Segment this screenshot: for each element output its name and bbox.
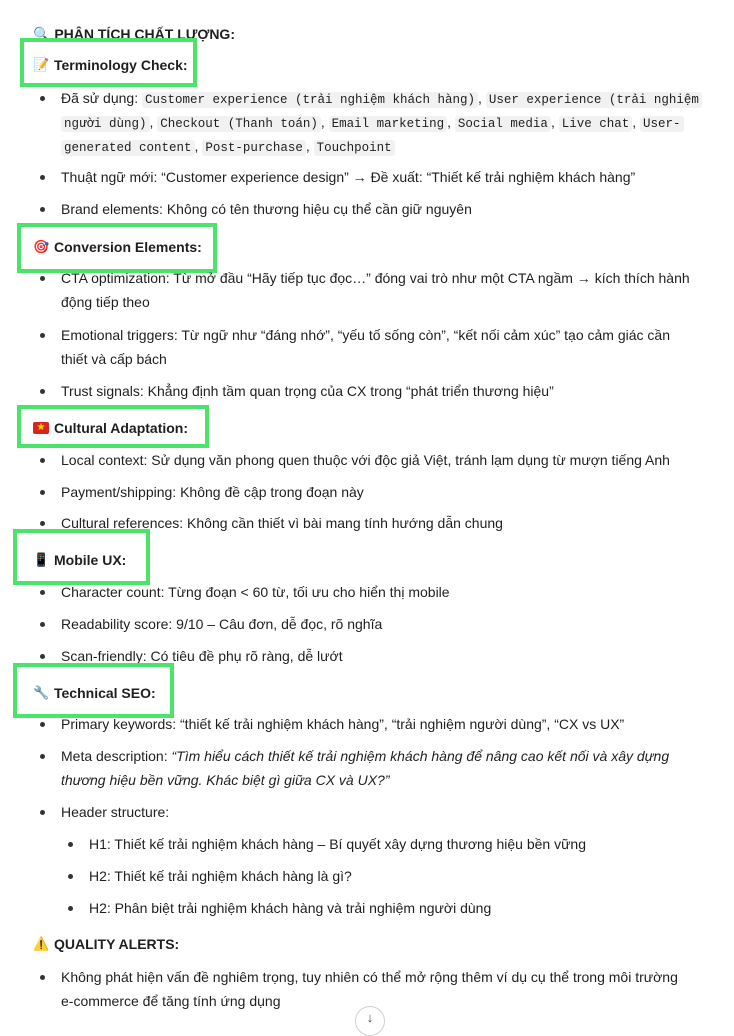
sub-list-item: H2: Thiết kế trải nghiệm khách hàng là gì? [89, 868, 352, 884]
sub-list-item: H1: Thiết kế trải nghiệm khách hàng – Bí quyết xây dựng thương hiệu bền vững [89, 836, 587, 852]
list-item: Meta description: “Tìm hiểu cách thiết kế trải nghiệm khách hàng để nâng cao kết nối và xây dựng [61, 748, 670, 764]
target-icon: 🎯 [33, 239, 50, 254]
bullet [40, 754, 45, 759]
bullet [40, 458, 45, 463]
bullet [40, 333, 45, 338]
list-item: Readability score: 9/10 – Câu đơn, dễ đọc, rõ nghĩa [61, 616, 383, 632]
list-item: Thuật ngữ mới: “Customer experience design” → Đề xuất: “Thiết kế trải nghiệm khách hàng” [61, 169, 636, 185]
list-item-continued: generated content , Post-purchase , Touchpoint [61, 137, 395, 157]
scroll-down-button[interactable] [355, 1006, 385, 1036]
list-item-continued: e-commerce để tăng tính ứng dụng [61, 993, 281, 1009]
bullet [40, 521, 45, 526]
arrow-down-icon: ↓ [366, 1010, 374, 1025]
list-item-continued: động tiếp theo [61, 294, 150, 310]
list-item: Brand elements: Không có tên thương hiệu cụ thể cần giữ nguyên [61, 201, 472, 217]
alerts-heading: ⚠️ QUALITY ALERTS: [33, 936, 180, 952]
list-item: Character count: Từng đoạn < 60 từ, tối ưu cho hiển thị mobile [61, 584, 450, 600]
sub-bullet [68, 874, 73, 879]
cultural-heading: ★ Cultural Adaptation: [33, 420, 188, 436]
list-item: Header structure: [61, 804, 170, 820]
sub-bullet [68, 842, 73, 847]
vietnam-flag-icon: ★ [33, 422, 49, 434]
list-item: Emotional triggers: Từ ngữ như “đáng nhớ”, “yếu tố sống còn”, “kết nối cảm xúc” tạo cảm giác cần [61, 327, 670, 343]
wrench-icon: 🔧 [33, 685, 50, 700]
conversion-heading: 🎯 Conversion Elements: [33, 239, 202, 255]
sub-list-item: H2: Phân biệt trải nghiệm khách hàng và trải nghiệm người dùng [89, 900, 492, 916]
list-item: CTA optimization: Từ mở đầu “Hãy tiếp tục đọc…” đóng vai trò như một CTA ngầm → kích thích hành [61, 270, 690, 286]
list-item-continued: thương hiệu bền vững. Khác biệt gì giữa CX và UX?” [61, 772, 390, 788]
list-item: Đã sử dụng: Customer experience (trải nghiệm khách hàng) , User experience (trải nghiệm [61, 89, 702, 109]
list-item-continued: thiết và cấp bách [61, 351, 167, 367]
list-item: Scan-friendly: Có tiêu đề phụ rõ ràng, dễ lướt [61, 648, 343, 664]
list-item: Primary keywords: “thiết kế trải nghiệm khách hàng”, “trải nghiệm người dùng”, “CX vs UX” [61, 716, 625, 732]
bullet [40, 654, 45, 659]
sub-bullet [68, 906, 73, 911]
bullet [40, 590, 45, 595]
list-item: Payment/shipping: Không đề cập trong đoạn này [61, 484, 364, 500]
mobile-heading: 📱 Mobile UX: [33, 552, 127, 568]
list-item: Local context: Sử dụng văn phong quen thuộc với độc giả Việt, tránh lạm dụng từ mượn tiếng Anh [61, 452, 670, 468]
list-item: Không phát hiện vấn đề nghiêm trọng, tuy nhiên có thể mở rộng thêm ví dụ cụ thể trong môi trường [61, 969, 678, 985]
list-item: Trust signals: Khẳng định tầm quan trọng của CX trong “phát triển thương hiệu” [61, 383, 554, 399]
warning-icon: ⚠️ [33, 936, 50, 951]
mobile-phone-icon: 📱 [33, 552, 50, 567]
bullet [40, 276, 45, 281]
seo-heading: 🔧 Technical SEO: [33, 685, 156, 701]
analysis-title: 🔍 PHÂN TÍCH CHẤT LƯỢNG: [33, 26, 235, 42]
bullet [40, 96, 45, 101]
list-item-continued: người dùng) , Checkout (Thanh toán) , Email marketing , Social media , Live chat , User- [61, 113, 684, 133]
bullet [40, 175, 45, 180]
bullet [40, 975, 45, 980]
memo-icon: 📝 [33, 57, 50, 72]
bullet [40, 490, 45, 495]
list-item: Cultural references: Không cần thiết vì bài mang tính hướng dẫn chung [61, 515, 503, 531]
bullet [40, 207, 45, 212]
bullet [40, 722, 45, 727]
bullet [40, 810, 45, 815]
bullet [40, 389, 45, 394]
bullet [40, 622, 45, 627]
terminology-heading: 📝 Terminology Check: [33, 57, 188, 73]
